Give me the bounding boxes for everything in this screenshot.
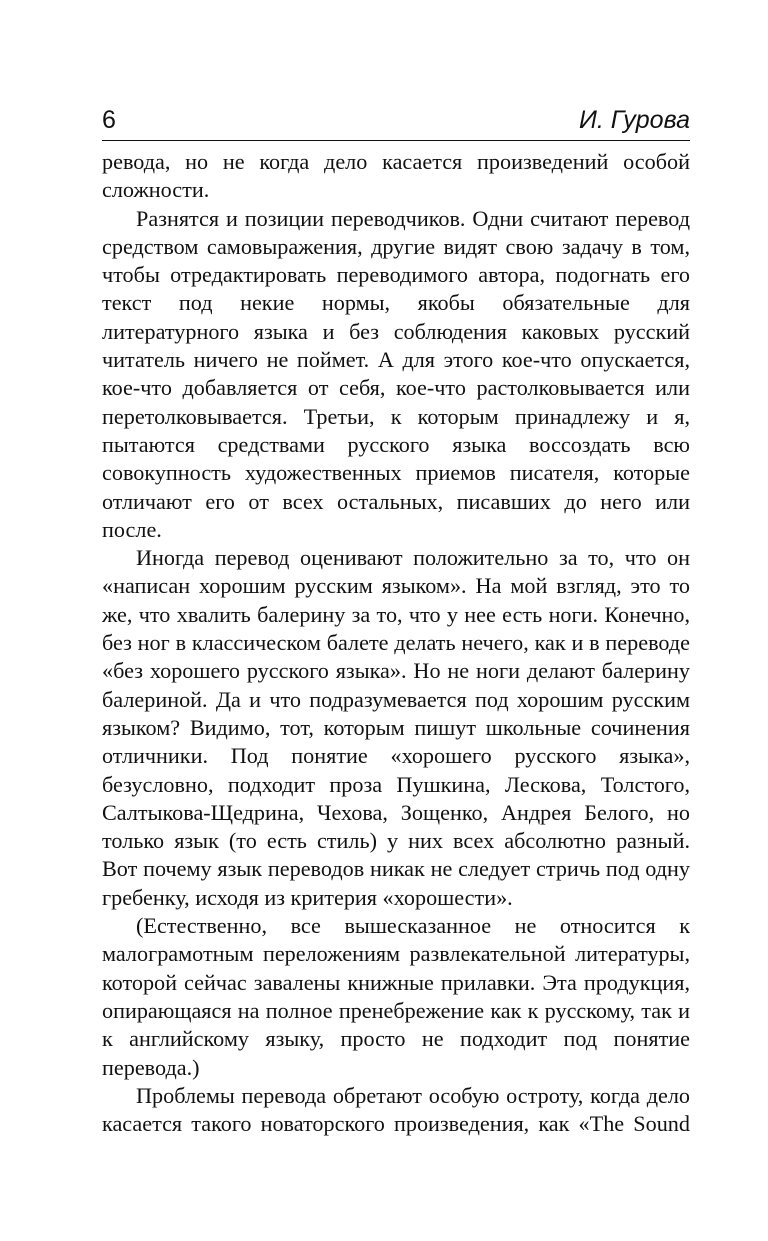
paragraph-translator-positions: Разнятся и позиции переводчиков. Одни считают перевод средством самовыражения, другие видят свою задачу в том, чтобы отредактировать переводимого автора, подогнать его текст под некие нормы, якобы обязательные для литературного языка и без соблюдения каковых русский читатель ничего не поймет. А для этого кое-что опускается, кое-что добавляется от себя, кое-что растолковывается или перетолковывается. Третьи, к которым принадлежу и я, пытаются средствами русского языка воссоздать всю совокупность художественных приемов писателя, которые отличают его от всех остальных, писавших до него или после. xyxy=(102,205,690,542)
running-head-author: И. Гурова xyxy=(579,106,690,134)
page-number: 6 xyxy=(102,106,116,134)
body-text xyxy=(102,148,690,1138)
running-head xyxy=(102,100,690,141)
paragraph-good-russian: Иногда перевод оценивают положительно за то, что он «написан хорошим русским языком». На мой взгляд, это то же, что хвалить балерину за то, что у нее есть ноги. Конечно, без ног в классическом балете делать нечего, как и в переводе «без хорошего русского языка». Но не ноги делают балерину балериной. Да и что подразумевается под хорошим русским языком? Видимо, тот, которым пишут школьные сочинения отличники. Под понятие «хорошего русского языка», безусловно, подходит проза Пушкина, Лескова, Толстого, Салтыкова-Щедрина, Чехова, Зощенко, Андрея Белого, но только язык (то есть стиль) у них всех абсолютно разный. Вот почему язык переводов никак не следует стричь под одну гребенку, исходя из критерия «хорошести». xyxy=(102,545,690,910)
paragraph-innovative-works: Проблемы перевода обретают особую остроту, когда дело касается такого новаторского произведения, как «The Sound xyxy=(102,1082,690,1137)
book-page xyxy=(102,100,690,1138)
paragraph-illiterate-translations: (Естественно, все вышесказанное не относится к малограмотным переложениям развлекательной литературы, которой сейчас завалены книжные прилавки. Эта продукция, опирающаяся на полное пренебрежение как к русскому, так и к английскому языку, просто не подходит под понятие перевода.) xyxy=(102,913,690,1080)
paragraph-continuation: ревода, но не когда дело касается произведений особой сложности. xyxy=(102,149,690,203)
